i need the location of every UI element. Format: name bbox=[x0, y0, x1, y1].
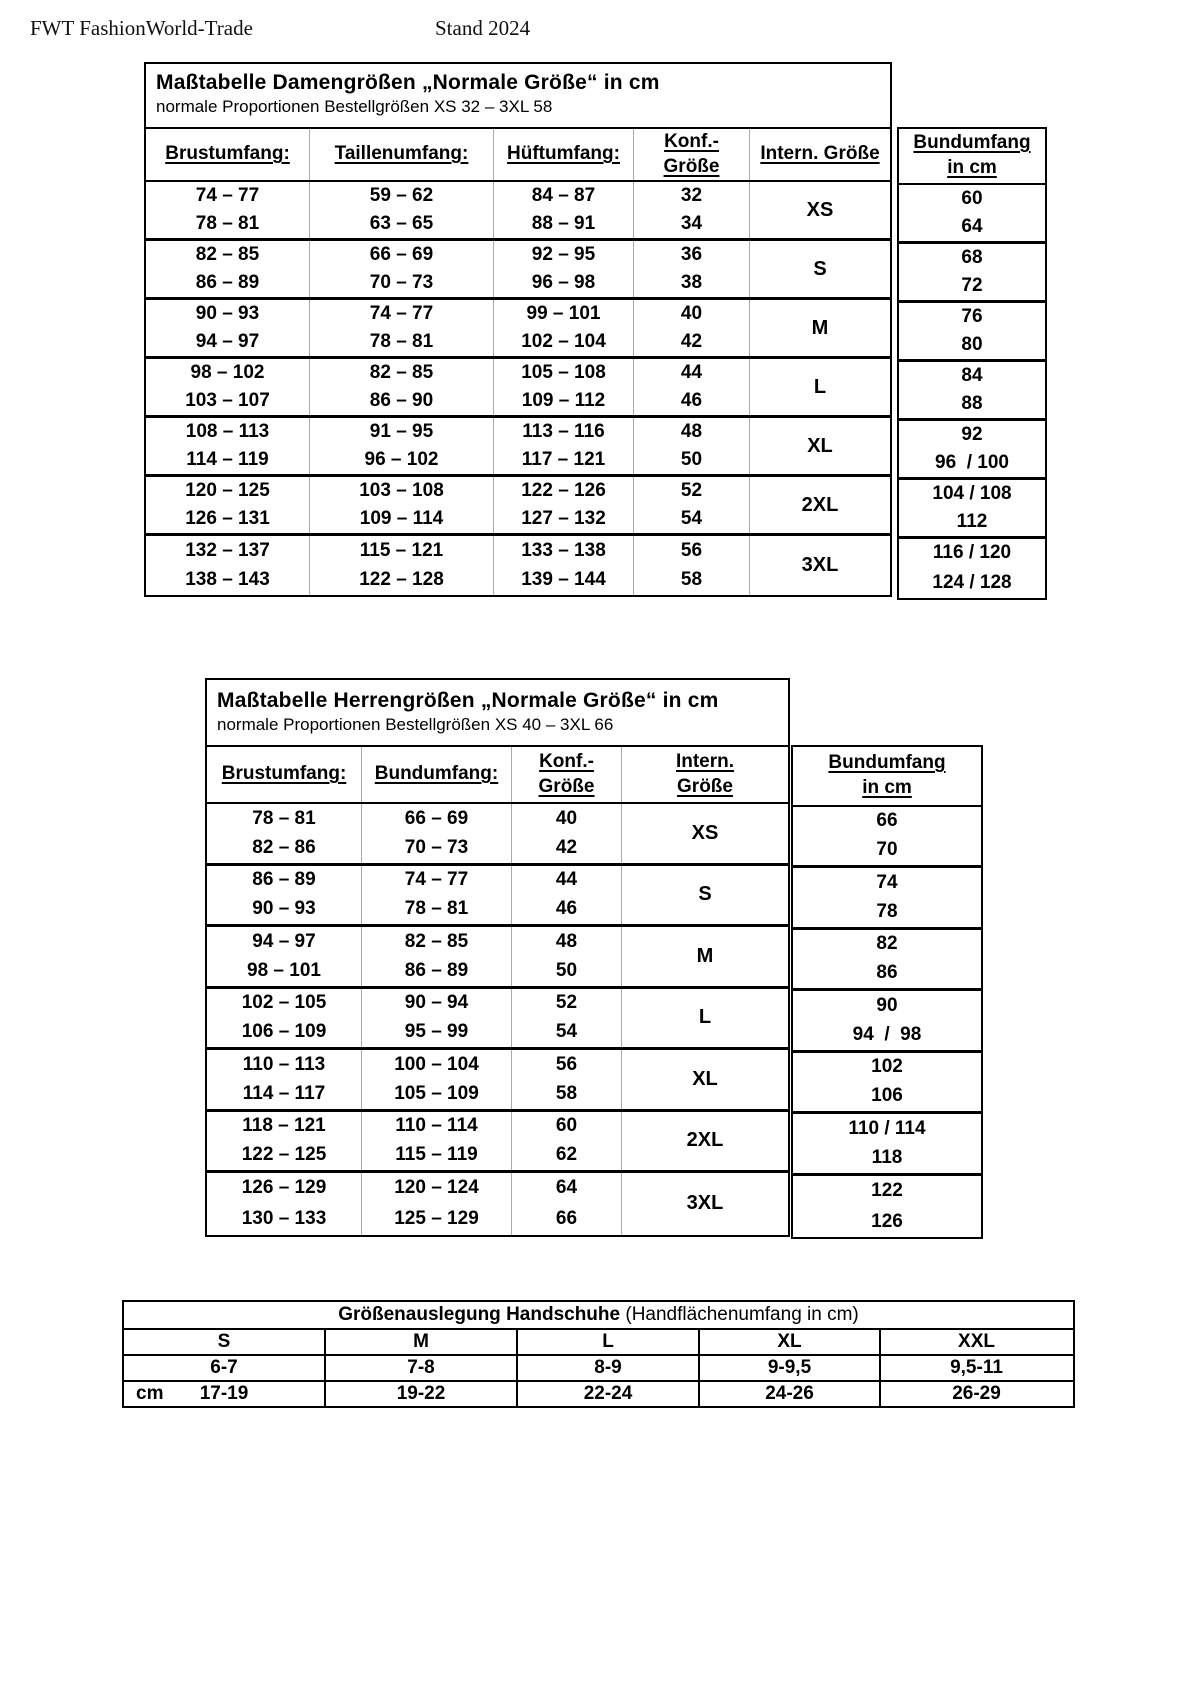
size-cell: 78 – 81 bbox=[310, 328, 494, 356]
size-cell: 105 – 108 bbox=[494, 359, 634, 387]
size-cell: 106 – 109 bbox=[207, 1018, 362, 1047]
size-cell: 48 bbox=[634, 418, 750, 446]
size-cell: 126 – 129 bbox=[207, 1173, 362, 1204]
bund-group bbox=[793, 991, 981, 1053]
bund-value: 90 bbox=[876, 994, 898, 1016]
size-cell: 122 – 126 bbox=[494, 477, 634, 505]
size-cell: 66 bbox=[512, 1204, 622, 1235]
men-bund-header bbox=[793, 747, 981, 807]
bund-value: 126 bbox=[871, 1210, 903, 1232]
column-header-line: in cm bbox=[947, 156, 997, 178]
men-table-body bbox=[207, 804, 788, 1235]
size-cell: 94 – 97 bbox=[146, 328, 310, 356]
size-cell: 78 – 81 bbox=[362, 895, 512, 924]
column-header-line: Intern. bbox=[675, 750, 735, 772]
size-cell: 42 bbox=[634, 328, 750, 356]
bund-value: 74 bbox=[876, 871, 898, 893]
size-cell: 36 bbox=[634, 241, 750, 269]
column-header-line: Brustumfang: bbox=[221, 763, 347, 785]
size-cell: 82 – 85 bbox=[310, 359, 494, 387]
size-cell: 54 bbox=[512, 1018, 622, 1047]
size-cell: 117 – 121 bbox=[494, 446, 634, 474]
men-table-subtitle: normale Proportionen Bestellgrößen XS 40 – 3XL 66 bbox=[217, 715, 614, 735]
bund-value: 104 / 108 bbox=[932, 482, 1012, 504]
size-cell: 66 – 69 bbox=[310, 241, 494, 269]
bund-value: 96 / 100 bbox=[935, 451, 1009, 473]
intl-size-label: 3XL bbox=[801, 554, 839, 576]
size-cell: 108 – 113 bbox=[146, 418, 310, 446]
size-cell: 105 – 109 bbox=[362, 1079, 512, 1108]
glove-size-label: XXL bbox=[958, 1331, 995, 1352]
intl-size-label: M bbox=[696, 944, 714, 967]
bund-group bbox=[793, 1053, 981, 1115]
bund-group bbox=[899, 303, 1045, 362]
size-cell: 139 – 144 bbox=[494, 566, 634, 596]
size-cell: 34 bbox=[634, 210, 750, 238]
size-cell: 86 – 90 bbox=[310, 387, 494, 415]
column-header-line: Bundumfang bbox=[828, 752, 946, 774]
size-cell: 100 – 104 bbox=[362, 1050, 512, 1079]
size-cell: 62 bbox=[512, 1141, 622, 1170]
bund-value: 68 bbox=[961, 246, 983, 268]
bund-value: 116 / 120 bbox=[932, 542, 1012, 564]
size-cell: 50 bbox=[512, 956, 622, 985]
bund-value: 118 bbox=[871, 1146, 903, 1168]
size-cell: 115 – 119 bbox=[362, 1141, 512, 1170]
women-bundumfang-column bbox=[897, 127, 1047, 600]
size-group bbox=[146, 241, 890, 300]
glove-cm-value: 26-29 bbox=[952, 1383, 1001, 1404]
size-group bbox=[207, 1173, 788, 1235]
intl-size-label: L bbox=[698, 1006, 712, 1029]
size-cell: 86 – 89 bbox=[146, 269, 310, 297]
size-cell: 56 bbox=[512, 1050, 622, 1079]
bund-value: 80 bbox=[961, 333, 983, 355]
size-cell: 66 – 69 bbox=[362, 804, 512, 833]
size-cell: 98 – 102 bbox=[146, 359, 310, 387]
bund-group bbox=[899, 480, 1045, 539]
bund-group bbox=[793, 807, 981, 869]
size-cell: 103 – 107 bbox=[146, 387, 310, 415]
women-table-title: Maßtabelle Damengrößen „Normale Größe“ in cm bbox=[156, 71, 660, 94]
size-cell: 44 bbox=[512, 866, 622, 895]
size-group bbox=[146, 536, 890, 595]
intl-size-label: 2XL bbox=[686, 1129, 724, 1152]
size-group bbox=[146, 418, 890, 477]
size-cell: 102 – 105 bbox=[207, 989, 362, 1018]
women-table-main bbox=[144, 127, 892, 597]
size-cell: 94 – 97 bbox=[207, 927, 362, 956]
size-cell: 118 – 121 bbox=[207, 1112, 362, 1141]
glove-cm-value: 24-26 bbox=[700, 1382, 881, 1406]
size-group bbox=[146, 182, 890, 241]
size-cell: 63 – 65 bbox=[310, 210, 494, 238]
glove-cm-row bbox=[124, 1382, 1073, 1406]
size-cell: 70 – 73 bbox=[310, 269, 494, 297]
size-cell: 86 – 89 bbox=[207, 866, 362, 895]
size-cell: 40 bbox=[634, 300, 750, 328]
bund-value: 84 bbox=[961, 364, 983, 386]
column-header bbox=[207, 747, 362, 802]
column-header-line: Brustumfang: bbox=[165, 143, 290, 165]
size-cell: 78 – 81 bbox=[146, 210, 310, 238]
bund-group bbox=[899, 185, 1045, 244]
size-cell: 92 – 95 bbox=[494, 241, 634, 269]
intl-size-label: 2XL bbox=[801, 493, 839, 516]
bund-group bbox=[793, 868, 981, 930]
cm-unit-label: cm bbox=[136, 1383, 164, 1404]
size-cell: 110 – 113 bbox=[207, 1050, 362, 1079]
size-cell: 90 – 94 bbox=[362, 989, 512, 1018]
men-bundumfang-column bbox=[791, 745, 983, 1239]
glove-size-label: M bbox=[326, 1330, 518, 1354]
glove-size-label: XL bbox=[700, 1330, 881, 1354]
intl-size-label: 3XL bbox=[686, 1192, 724, 1215]
column-header bbox=[634, 129, 750, 180]
women-column-headers bbox=[146, 129, 890, 182]
column-header-line: Größe bbox=[538, 775, 595, 797]
column-header bbox=[750, 129, 890, 180]
bund-value: 86 bbox=[876, 962, 898, 984]
bund-group bbox=[793, 1176, 981, 1238]
size-cell: 82 – 86 bbox=[207, 833, 362, 862]
size-cell: 58 bbox=[634, 566, 750, 596]
bund-value: 122 bbox=[871, 1179, 903, 1201]
glove-table-title bbox=[124, 1302, 1073, 1330]
glove-palm-value: 7-8 bbox=[326, 1356, 518, 1380]
size-cell: 120 – 125 bbox=[146, 477, 310, 505]
column-header bbox=[362, 747, 512, 802]
size-cell: 95 – 99 bbox=[362, 1018, 512, 1047]
bund-value: 60 bbox=[961, 187, 983, 209]
size-cell: 102 – 104 bbox=[494, 328, 634, 356]
size-cell: 138 – 143 bbox=[146, 566, 310, 596]
bund-value: 92 bbox=[961, 423, 983, 445]
column-header-line: in cm bbox=[862, 776, 912, 798]
bund-group bbox=[899, 421, 1045, 480]
stand-text: Stand 2024 bbox=[435, 16, 531, 40]
bund-group bbox=[899, 362, 1045, 421]
column-header-line: Konf.- bbox=[539, 750, 594, 772]
glove-cm-value-text: 17-19 bbox=[199, 1383, 249, 1404]
size-cell: 114 – 117 bbox=[207, 1079, 362, 1108]
women-table-subtitle: normale Proportionen Bestellgrößen XS 32 – 3XL 58 bbox=[156, 97, 553, 117]
size-cell: 96 – 102 bbox=[310, 446, 494, 474]
men-table-title: Maßtabelle Herrengrößen „Normale Größe“ in cm bbox=[217, 689, 719, 712]
size-cell: 54 bbox=[634, 505, 750, 533]
column-header bbox=[146, 129, 310, 180]
size-group bbox=[146, 300, 890, 359]
column-header bbox=[622, 747, 788, 802]
women-size-table bbox=[144, 62, 1031, 597]
bund-value: 88 bbox=[961, 392, 983, 414]
column-header-line: Intern. Größe bbox=[760, 143, 880, 165]
size-cell: 115 – 121 bbox=[310, 536, 494, 566]
size-cell: 109 – 112 bbox=[494, 387, 634, 415]
size-cell: 74 – 77 bbox=[362, 866, 512, 895]
size-group bbox=[207, 1112, 788, 1174]
size-cell: 90 – 93 bbox=[146, 300, 310, 328]
women-table-body bbox=[146, 182, 890, 595]
size-cell: 114 – 119 bbox=[146, 446, 310, 474]
size-cell: 90 – 93 bbox=[207, 895, 362, 924]
glove-palm-row bbox=[124, 1356, 1073, 1382]
size-cell: 130 – 133 bbox=[207, 1204, 362, 1235]
men-size-table bbox=[205, 678, 946, 1237]
size-cell: 110 – 114 bbox=[362, 1112, 512, 1141]
intl-size-label: L bbox=[813, 375, 827, 398]
bund-value: 72 bbox=[961, 274, 983, 296]
size-cell: 40 bbox=[512, 804, 622, 833]
column-header-line: Hüftumfang: bbox=[507, 143, 620, 165]
size-group bbox=[207, 804, 788, 866]
men-bund-body bbox=[793, 807, 981, 1238]
column-header-line: Bundumfang bbox=[913, 132, 1031, 154]
size-cell: 125 – 129 bbox=[362, 1204, 512, 1235]
size-cell: 58 bbox=[512, 1079, 622, 1108]
column-header bbox=[512, 747, 622, 802]
men-table-title-box bbox=[205, 678, 790, 745]
size-cell: 46 bbox=[634, 387, 750, 415]
column-header-line: Größe bbox=[663, 155, 720, 177]
size-group bbox=[146, 359, 890, 418]
bund-value: 82 bbox=[876, 933, 898, 955]
column-header-line: Konf.- bbox=[664, 130, 719, 152]
bund-group bbox=[899, 539, 1045, 598]
size-cell: 32 bbox=[634, 182, 750, 210]
glove-size-label: L bbox=[518, 1330, 700, 1354]
intl-size-label: XL bbox=[807, 434, 833, 457]
size-cell: 88 – 91 bbox=[494, 210, 634, 238]
size-cell: 44 bbox=[634, 359, 750, 387]
women-bund-header bbox=[899, 129, 1045, 185]
size-group bbox=[207, 927, 788, 989]
intl-size-label: S bbox=[698, 883, 712, 906]
size-cell: 70 – 73 bbox=[362, 833, 512, 862]
glove-cm-value: 19-22 bbox=[326, 1382, 518, 1406]
size-cell: 103 – 108 bbox=[310, 477, 494, 505]
glove-palm-value: 9-9,5 bbox=[700, 1356, 881, 1380]
page-header bbox=[30, 16, 730, 41]
bund-value: 78 bbox=[876, 900, 898, 922]
bund-value: 124 / 128 bbox=[932, 571, 1012, 593]
bund-value: 112 bbox=[956, 510, 988, 532]
glove-size-table bbox=[122, 1300, 1075, 1408]
bund-value: 70 bbox=[876, 839, 898, 861]
size-cell: 50 bbox=[634, 446, 750, 474]
size-cell: 122 – 128 bbox=[310, 566, 494, 596]
intl-size-label: XS bbox=[806, 198, 834, 221]
size-cell: 82 – 85 bbox=[362, 927, 512, 956]
glove-palm-value: 6-7 bbox=[124, 1356, 326, 1380]
bund-value: 102 bbox=[871, 1056, 903, 1078]
size-group bbox=[207, 989, 788, 1051]
column-header bbox=[494, 129, 634, 180]
glove-size-header-row bbox=[124, 1330, 1073, 1356]
size-group bbox=[207, 1050, 788, 1112]
size-group bbox=[146, 477, 890, 536]
glove-title-tail: (Handflächenumfang in cm) bbox=[620, 1304, 859, 1325]
column-header-line: Größe bbox=[677, 775, 733, 797]
size-cell: 48 bbox=[512, 927, 622, 956]
size-cell: 60 bbox=[512, 1112, 622, 1141]
glove-title-bold: Größenauslegung Handschuhe bbox=[338, 1304, 621, 1325]
bund-value: 94 / 98 bbox=[852, 1023, 922, 1045]
size-cell: 74 – 77 bbox=[146, 182, 310, 210]
intl-size-label: XL bbox=[692, 1067, 718, 1090]
glove-size-label: S bbox=[124, 1330, 326, 1354]
size-cell: 64 bbox=[512, 1173, 622, 1204]
brand-text: FWT FashionWorld-Trade bbox=[30, 16, 253, 40]
bund-group bbox=[793, 1114, 981, 1176]
bund-value: 106 bbox=[871, 1085, 903, 1107]
size-cell: 42 bbox=[512, 833, 622, 862]
men-column-headers bbox=[207, 747, 788, 804]
size-cell: 86 – 89 bbox=[362, 956, 512, 985]
size-cell: 126 – 131 bbox=[146, 505, 310, 533]
size-cell: 38 bbox=[634, 269, 750, 297]
size-cell: 59 – 62 bbox=[310, 182, 494, 210]
bund-value: 110 / 114 bbox=[848, 1117, 926, 1139]
intl-size-label: XS bbox=[691, 821, 719, 844]
size-cell: 84 – 87 bbox=[494, 182, 634, 210]
size-cell: 133 – 138 bbox=[494, 536, 634, 566]
bund-value: 76 bbox=[961, 305, 983, 327]
men-table-main bbox=[205, 745, 790, 1237]
column-header-line: Bundumfang: bbox=[374, 763, 499, 785]
column-header bbox=[310, 129, 494, 180]
size-cell: 96 – 98 bbox=[494, 269, 634, 297]
glove-cm-value: 22-24 bbox=[518, 1382, 700, 1406]
size-cell: 82 – 85 bbox=[146, 241, 310, 269]
size-cell: 56 bbox=[634, 536, 750, 566]
size-cell: 109 – 114 bbox=[310, 505, 494, 533]
glove-palm-value: 9,5-11 bbox=[950, 1357, 1003, 1378]
size-cell: 78 – 81 bbox=[207, 804, 362, 833]
size-cell: 91 – 95 bbox=[310, 418, 494, 446]
column-header-line: Taillenumfang: bbox=[334, 143, 469, 165]
size-cell: 99 – 101 bbox=[494, 300, 634, 328]
women-bund-body bbox=[899, 185, 1045, 598]
bund-group bbox=[793, 930, 981, 992]
glove-cm-value bbox=[124, 1382, 326, 1406]
size-cell: 46 bbox=[512, 895, 622, 924]
bund-value: 64 bbox=[961, 215, 983, 237]
intl-size-label: M bbox=[811, 316, 829, 339]
size-cell: 127 – 132 bbox=[494, 505, 634, 533]
intl-size-label: S bbox=[813, 257, 827, 280]
size-cell: 132 – 137 bbox=[146, 536, 310, 566]
size-group bbox=[207, 866, 788, 928]
women-table-title-box bbox=[144, 62, 892, 127]
size-cell: 52 bbox=[634, 477, 750, 505]
size-cell: 122 – 125 bbox=[207, 1141, 362, 1170]
size-cell: 120 – 124 bbox=[362, 1173, 512, 1204]
size-cell: 98 – 101 bbox=[207, 956, 362, 985]
bund-value: 66 bbox=[876, 810, 898, 832]
glove-palm-value: 8-9 bbox=[518, 1356, 700, 1380]
size-cell: 113 – 116 bbox=[494, 418, 634, 446]
bund-group bbox=[899, 244, 1045, 303]
size-cell: 74 – 77 bbox=[310, 300, 494, 328]
size-cell: 52 bbox=[512, 989, 622, 1018]
